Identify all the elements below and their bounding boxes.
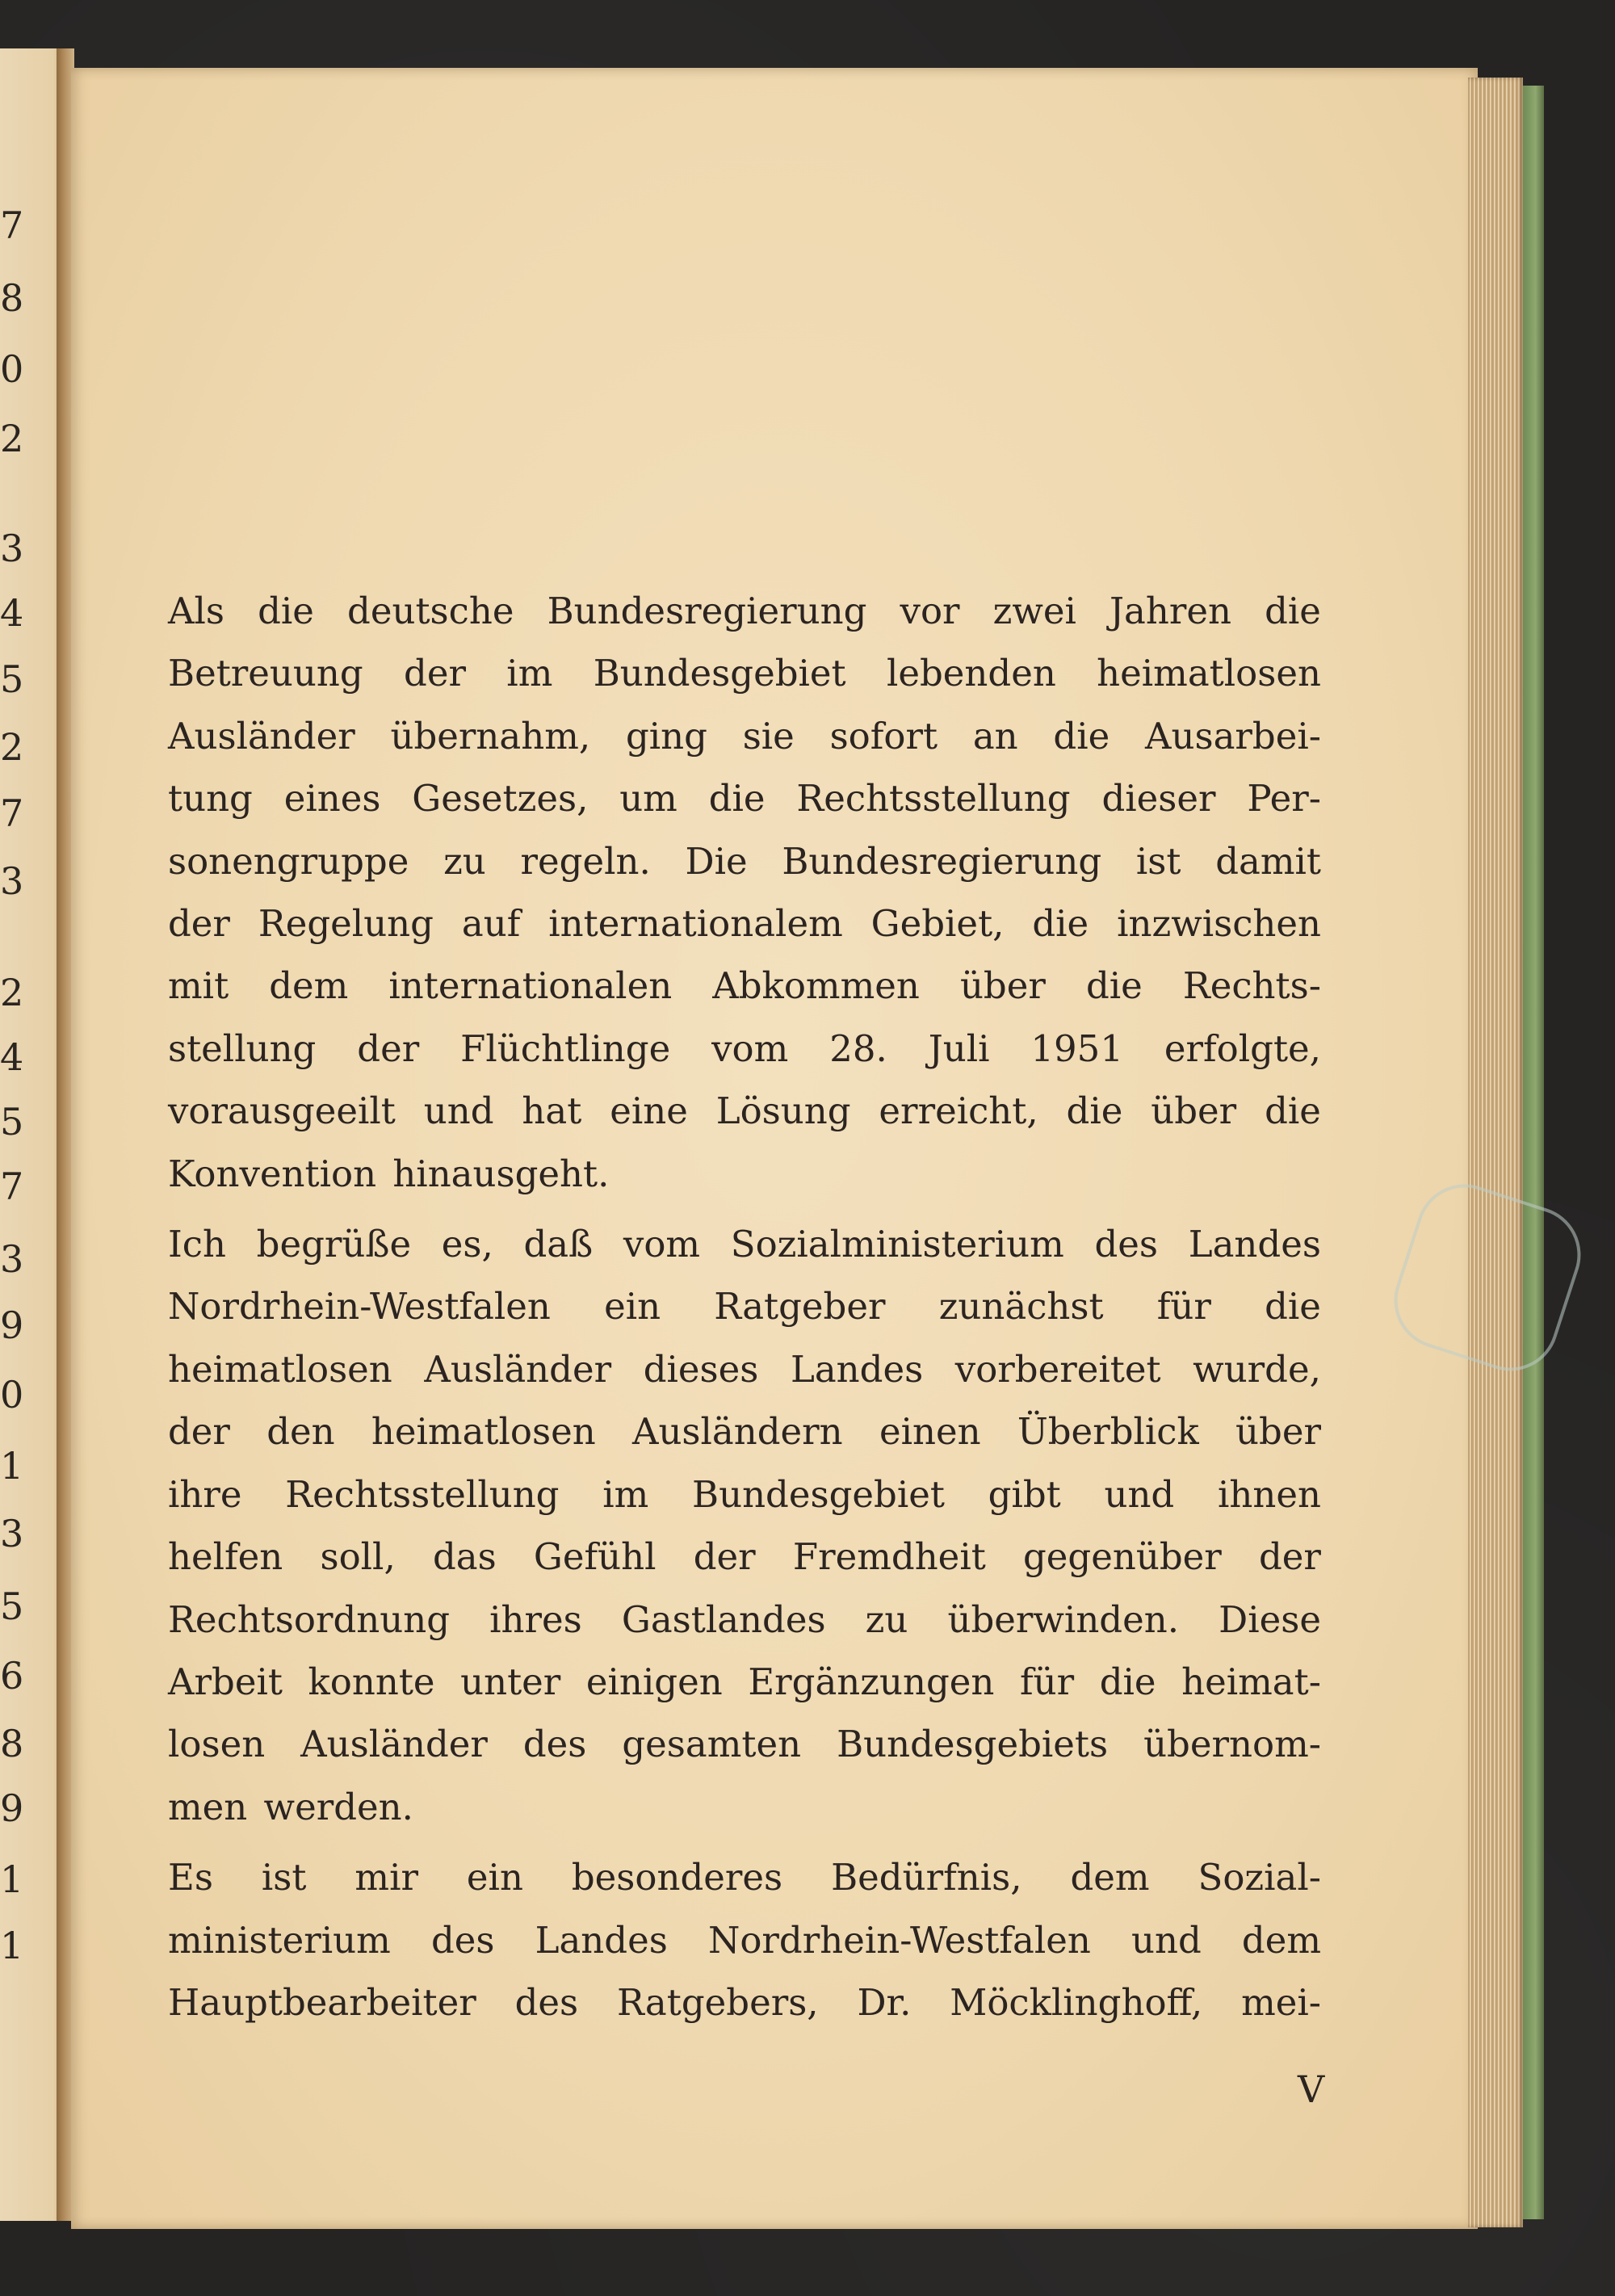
facing-page-number: 8 [0, 1722, 24, 1765]
text-line: losen Ausländer des gesamten Bundesgebiets übernom- [168, 1723, 1321, 1766]
facing-page-number: 9 [0, 1786, 24, 1830]
text-line: Ausländer übernahm, ging sie sofort an die Ausarbei- [168, 714, 1321, 758]
facing-page-number: 7 [0, 1165, 24, 1208]
facing-page-number: 5 [0, 657, 24, 701]
text-line: Hauptbearbeiter des Ratgebers, Dr. Möcklinghoff, mei- [168, 1980, 1321, 2024]
facing-page-number: 8 [0, 276, 24, 320]
text-line: Es ist mir ein besonderes Bedürfnis, dem Sozial- [168, 1856, 1321, 1899]
text-line: heimatlosen Ausländer dieses Landes vorbereitet wurde, [168, 1347, 1321, 1391]
text-line: sonengruppe zu regeln. Die Bundesregierung ist damit [168, 839, 1321, 883]
text-line: ihre Rechtsstellung im Bundesgebiet gibt und ihnen [168, 1472, 1321, 1516]
paragraph [168, 580, 1321, 1205]
text-line: Nordrhein-Westfalen ein Ratgeber zunächst für die [168, 1285, 1321, 1328]
text-line: ministerium des Landes Nordrhein-Westfalen und dem [168, 1918, 1321, 1962]
facing-page-number: 0 [0, 347, 24, 391]
text-line: Ich begrüße es, daß vom Sozialministerium des Landes [168, 1223, 1321, 1266]
text-line: vorausgeeilt und hat eine Lösung erreicht, die über die [168, 1089, 1321, 1133]
facing-page-number: 2 [0, 971, 24, 1014]
facing-page-number: 3 [0, 859, 24, 903]
facing-page-number: 0 [0, 1373, 24, 1417]
text-line: der Regelung auf internationalem Gebiet, die inzwischen [168, 902, 1321, 946]
facing-page-number: 2 [0, 725, 24, 769]
facing-page-number: 5 [0, 1585, 24, 1628]
paragraph [168, 1846, 1321, 2034]
facing-page-number: 1 [0, 1444, 24, 1488]
text-line: men werden. [168, 1785, 413, 1828]
facing-page-number: 3 [0, 527, 24, 570]
text-line: helfen soll, das Gefühl der Fremdheit gegenüber der [168, 1535, 1321, 1579]
book-cover-edge [1523, 86, 1544, 2219]
facing-page-number: 1 [0, 1924, 24, 1967]
text-line: Konvention hinausgeht. [168, 1152, 610, 1195]
page-edges [1468, 78, 1523, 2227]
text-line: Betreuung der im Bundesgebiet lebenden heimatlosen [168, 652, 1321, 695]
facing-page-number: 5 [0, 1100, 24, 1144]
facing-page-number: 2 [0, 417, 24, 460]
facing-page-number: 4 [0, 591, 24, 635]
facing-page-number: 1 [0, 1857, 24, 1901]
text-line: der den heimatlosen Ausländern einen Überblick über [168, 1410, 1321, 1454]
facing-page-number: 6 [0, 1654, 24, 1698]
facing-page-number: 9 [0, 1303, 24, 1347]
facing-page-number: 3 [0, 1237, 24, 1281]
page-number: V [1298, 2067, 1325, 2111]
facing-page-number: 7 [0, 791, 24, 835]
facing-page-number: 7 [0, 204, 24, 247]
text-line: Arbeit konnte unter einigen Ergänzungen für die heimat- [168, 1660, 1321, 1703]
text-line: Rechtsordnung ihres Gastlandes zu überwinden. Diese [168, 1597, 1321, 1641]
facing-page-number: 3 [0, 1512, 24, 1555]
body-text [168, 580, 1321, 2034]
text-line: stellung der Flüchtlinge vom 28. Juli 1951 erfolgte, [168, 1026, 1321, 1070]
text-line: mit dem internationalen Abkommen über die Rechts- [168, 964, 1321, 1008]
paragraph [168, 1213, 1321, 1838]
facing-page-number: 4 [0, 1035, 24, 1079]
text-line: tung eines Gesetzes, um die Rechtsstellung dieser Per- [168, 777, 1321, 821]
text-line: Als die deutsche Bundesregierung vor zwei Jahren die [168, 590, 1321, 632]
